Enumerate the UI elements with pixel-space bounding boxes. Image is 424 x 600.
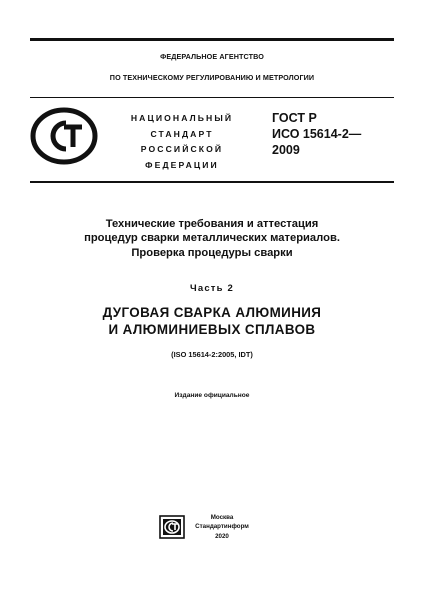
middle-rule [30, 97, 394, 98]
publisher-block [192, 513, 252, 541]
gost-line: ИСО 15614-2— [272, 127, 362, 142]
publisher-line: 2020 [215, 532, 229, 540]
subtitle-line: И АЛЮМИНИЕВЫХ СПЛАВОВ [108, 322, 316, 337]
top-rule [30, 38, 394, 41]
gost-emblem-icon [30, 106, 98, 166]
part-label: Часть 2 [189, 283, 235, 294]
national-line: ФЕДЕРАЦИИ [145, 159, 219, 170]
gost-designation [272, 110, 361, 159]
national-standard-block [118, 111, 246, 173]
subtitle-line: ДУГОВАЯ СВАРКА АЛЮМИНИЯ [102, 305, 322, 320]
publisher-line: Москва [210, 514, 234, 521]
gost-line: 2009 [272, 143, 300, 158]
publisher-line: Стандартинформ [195, 523, 249, 531]
title-line: Проверка процедуры сварки [131, 246, 293, 259]
national-line: РОССИЙСКОЙ [140, 144, 224, 155]
national-line: НАЦИОНАЛЬНЫЙ [130, 113, 234, 123]
document-title [0, 217, 424, 260]
gost-line: ГОСТ Р [272, 111, 317, 125]
national-line: СТАНДАРТ [150, 128, 214, 139]
iso-reference: (ISO 15614-2:2005, IDT) [171, 350, 253, 359]
agency-line-2: ПО ТЕХНИЧЕСКОМУ РЕГУЛИРОВАНИЮ И МЕТРОЛОГИИ [109, 73, 315, 82]
agency-line-1: ФЕДЕРАЛЬНОЕ АГЕНТСТВО [160, 52, 264, 61]
title-line: процедур сварки металлических материалов. [84, 232, 340, 245]
edition-label: Издание официальное [174, 392, 250, 399]
document-subtitle [0, 304, 424, 338]
lower-rule [30, 181, 394, 183]
title-line: Технические требования и аттестация [105, 218, 319, 230]
standartinform-logo-icon [159, 515, 185, 539]
